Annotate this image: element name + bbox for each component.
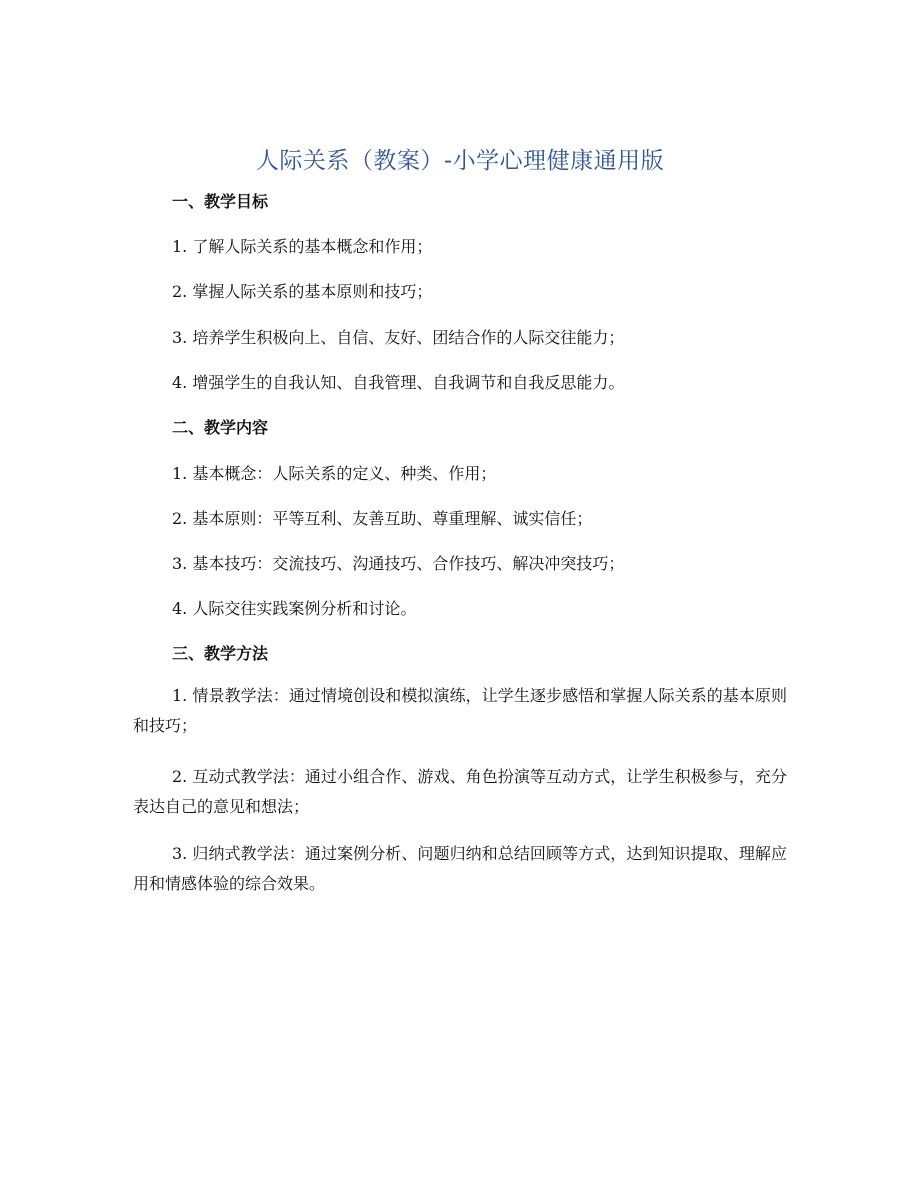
- list-item: 2. 掌握人际关系的基本原则和技巧；: [172, 282, 433, 301]
- list-item: 1. 了解人际关系的基本概念和作用；: [172, 237, 433, 256]
- section-heading-content: 二、教学内容: [172, 418, 269, 437]
- document-title: 人际关系（教案）-小学心理健康通用版: [255, 148, 665, 174]
- paragraph: 3. 归纳式教学法：通过案例分析、问题归纳和总结回顾等方式，达到知识提取、理解应用和情感体验的综合效果。: [133, 844, 787, 893]
- list-item: 4. 增强学生的自我认知、自我管理、自我调节和自我反思能力。: [172, 373, 625, 392]
- list-item: 1. 基本概念：人际关系的定义、种类、作用；: [172, 464, 497, 483]
- section-heading-methods: 三、教学方法: [172, 644, 269, 663]
- list-item: 4. 人际交往实践案例分析和讨论。: [172, 599, 417, 618]
- list-item: 3. 基本技巧：交流技巧、沟通技巧、合作技巧、解决冲突技巧；: [172, 554, 625, 573]
- paragraph: 1. 情景教学法：通过情境创设和模拟演练，让学生逐步感悟和掌握人际关系的基本原则和技巧；: [133, 686, 787, 735]
- paragraph: 2. 互动式教学法：通过小组合作、游戏、角色扮演等互动方式，让学生积极参与，充分表达自己的意见和想法；: [133, 767, 787, 816]
- list-item: 2. 基本原则：平等互利、友善互助、尊重理解、诚实信任；: [172, 509, 593, 528]
- section-heading-objectives: 一、教学目标: [172, 192, 269, 211]
- list-item: 3. 培养学生积极向上、自信、友好、团结合作的人际交往能力；: [172, 328, 625, 347]
